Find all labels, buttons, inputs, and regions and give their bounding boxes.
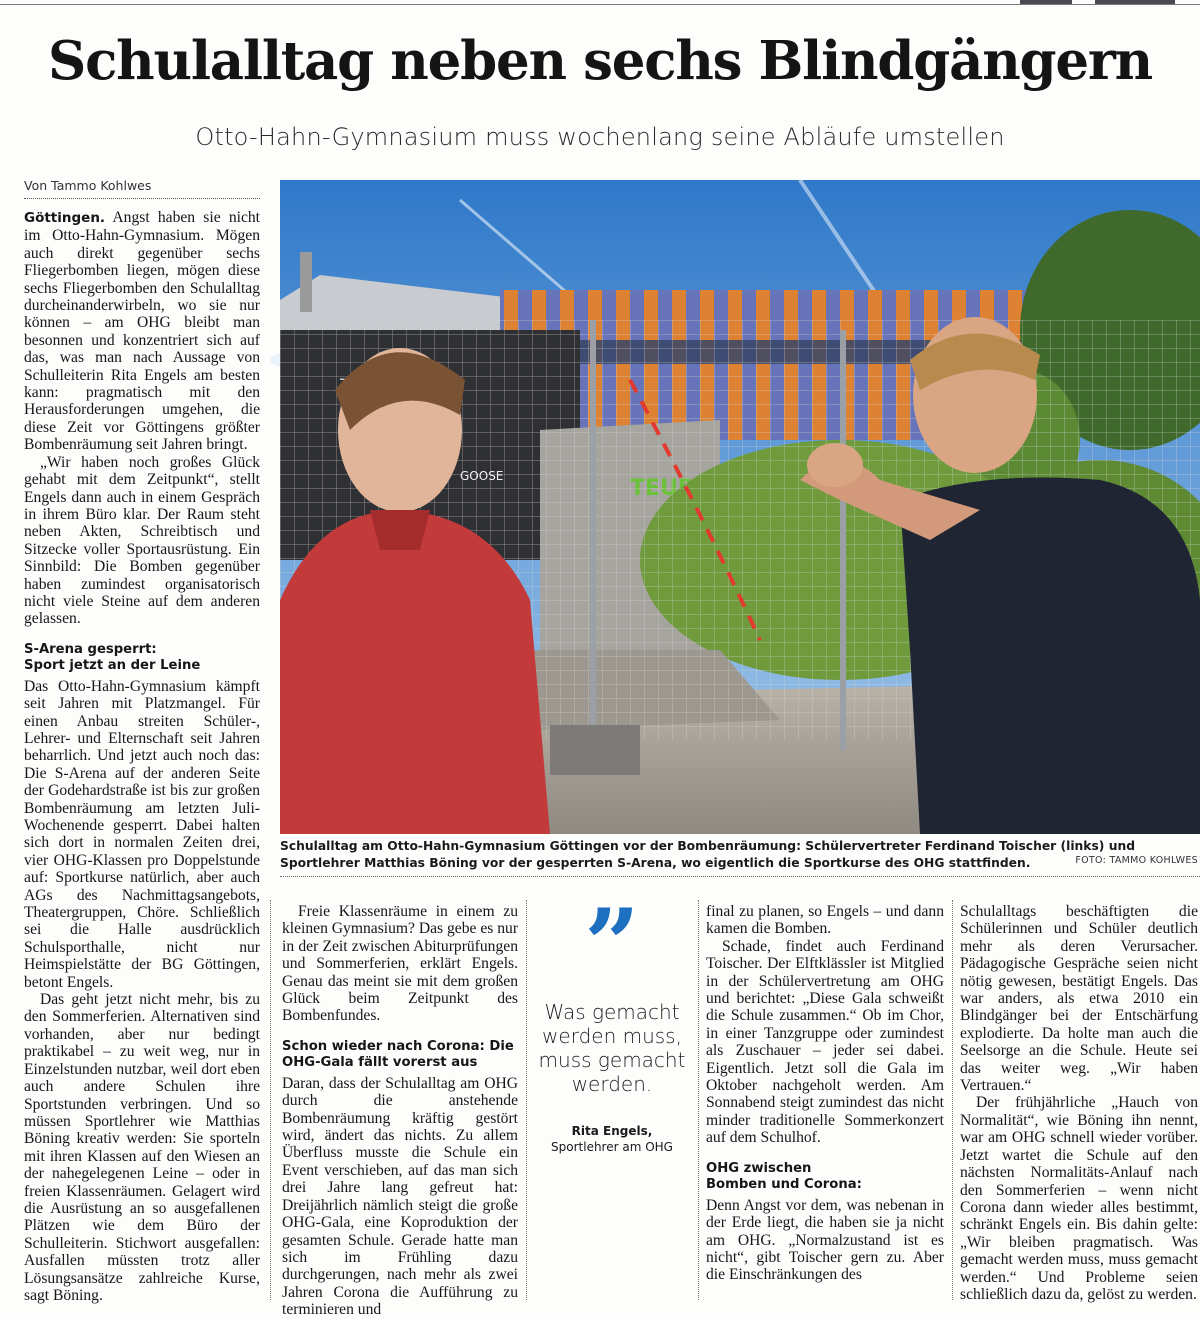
paragraph: Der frühjährliche „Hauch von Normalität“, wie Böning ihn nennt, war am OHG schnell wieder vorüber. Jetzt wartet die Schule auf den nächsten Normalitäts-Anlauf nach den Sommerferien – wenn nicht Corona dann wieder alles bestimmt, schränkt Engels ein. Bis dahin gelte: „Wir bleiben pragmatisch. Was gemacht werden muss, muss gemacht werden.“ Und Probleme seien schließlich dazu da, gelöst zu werden. xyxy=(960,1094,1198,1303)
article-column-4 xyxy=(960,903,1198,1303)
article-column-2 xyxy=(282,903,518,1319)
section-heading-line: OHG zwischen xyxy=(706,1160,812,1176)
top-thumbnail xyxy=(1020,0,1072,4)
paragraph: Schade, findet auch Ferdinand Toischer. Der Elftklässler ist Mitglied in der Schülervertretung am OHG und berichtet: „Diese Gala schweißt die Schule zusammen.“ Ob im Chor, in einer Tanzgruppe oder zumindest als Zuschauer – jeder sei dabei. Eigentlich. Jetzt soll die Gala im Oktober nachgeholt werden. Am Sonnabend steigt zumindest das nicht minder traditionelle Sommerkonzert auf dem Schulhof. xyxy=(706,937,944,1147)
article-column-3 xyxy=(706,903,944,1284)
paragraph: final zu planen, so Engels – und dann kamen die Bomben. xyxy=(706,903,944,938)
top-rule xyxy=(0,4,1200,5)
paragraph: Freie Klassenräume in einem zu kleinen Gymnasium? Das gebe es nur in der Zeit zwischen Abiturprüfungen und Sommerferien, erklärt Engels. Genau das meint sie mit dem großen Glück beim Zeitpunkt des Bombenfundes. xyxy=(282,903,519,1025)
quote-text: Was gemacht werden muss, muss gemacht werden. xyxy=(538,1000,686,1096)
section-heading-line: Sport jetzt an der Leine xyxy=(24,657,201,673)
section-heading xyxy=(24,642,260,674)
paragraph xyxy=(24,209,260,454)
quote-author: Rita Engels, xyxy=(571,1124,653,1138)
dateline: Göttingen. xyxy=(24,210,106,226)
paragraph-text: Angst haben sie nicht im Otto-Hahn-Gymnasium. Mögen auch direkt gegenüber sechs Fliegerbomben liegen, mögen diese sechs Fliegerbomben den Schulalltag durcheinanderwirbeln, wo sie nur können – am OHG bleibt man besonnen und konzentriert sich auf das, was man nach Aussage von Schulleiterin Rita Engels am besten kann: pragmatisch mit den Herausforderungen umgehen, die diese Zeit vor Göttingens größter Bombenräumung seit Jahren bringt. xyxy=(24,209,260,454)
section-heading-line: OHG-Gala fällt vorerst aus xyxy=(282,1054,478,1070)
paragraph: „Wir haben noch großes Glück gehabt mit dem Zeitpunkt“, stellt Engels dann auch in einem Gespräch in ihrem Büro klar. Der Raum steht neben Akten, Schreibtisch und Sitzecke voller Sportausrüstung. Ein Sinnbild: Die Bomben gegenüber haben zumindest organisatorisch nicht viele Steine auf dem anderen gelassen. xyxy=(24,453,260,628)
section-heading xyxy=(282,1039,518,1071)
section-heading-line: S-Arena gesperrt: xyxy=(24,641,157,657)
article-photo xyxy=(280,180,1200,834)
paragraph: Schulalltags beschäftigten die Schülerinnen und Schüler deutlich mehr als deren Verursacher. Pädagogische Gespräche seien nicht nötig gewesen, bestätigt Engels. Das war anders, als etwa 2010 ein Blindgänger bei der Entschärfung explodierte. Da holte man auch die Seelsorge an die Schule. Heute sei das weiter weg. „Wir haben Vertrauen.“ xyxy=(960,903,1198,1095)
section-heading xyxy=(706,1161,944,1193)
section-heading-line: Schon wieder nach Corona: Die xyxy=(282,1038,514,1054)
paragraph: Denn Angst vor dem, was nebenan in der Erde liegt, die haben sie ja nicht am OHG. „Normalzustand ist es nicht“, gibt Toischer gern zu. Aber die Einschränkungen des xyxy=(706,1196,944,1284)
paragraph: Das Otto-Hahn-Gymnasium kämpft seit Jahren mit Platzmangel. Für einen Anbau streiten Schüler-, Lehrer- und Elternschaft seit Jahren beharrlich. Und jetzt auch noch das: Die S-Arena auf der anderen Seite der Godehardstraße ist bis zur großen Bombenräumung am letzten Juli-Wochenende gesperrt. Dabei halten sich dort in normalen Zeiten drei, vier OHG-Klassen pro Doppelstunde auf: Sportkurse natürlich, aber auch AGs des Nachmittagsangebots, Theatergruppen, Chöre. Schließlich sei die Halle ausdrücklich Schulsporthalle, nicht nur Heimspielstätte der BG Göttingen, betont Engels. xyxy=(24,677,260,991)
caption-divider xyxy=(280,876,1200,877)
quote-author-role: Sportlehrer am OHG xyxy=(551,1140,673,1154)
photo-caption: Schulalltag am Otto-Hahn-Gymnasium Göttingen vor der Bombenräumung: Schülervertreter Ferdinand Toischer (links) und Sportlehrer Matthias Böning vor der gesperrten S-Arena, wo eigentlich die Sportkurse des OHG stattfinden. xyxy=(280,839,1136,870)
article-column-1 xyxy=(24,209,260,1304)
column-divider xyxy=(952,900,953,1300)
subheadline: Otto-Hahn-Gymnasium muss wochenlang seine Abläufe umstellen xyxy=(195,123,1005,151)
quote-mark-icon: ” xyxy=(584,888,640,1001)
paragraph: Das geht jetzt nicht mehr, bis zu den Sommerferien. Alternativen sind vorhanden, aber nur bedingt praktikabel – zu weit weg, nur in Einzelstunden nutzbar, weil dort eben auch andere Schulen ihre Sportstunden verbringen. Und so müssen Sportlehrer wie Matthias Böning kreativ werden: Sie sporteln mit ihren Klassen auf den Wiesen an der nahegelegenen Leine – oder in freien Klassenräumen. Gelagert wird die Ausrüstung an so ausgefallenen Plätzen wie dem Büro der Schulleiterin. Stichwort ausgefallen: Ausfallen müssten trotz aller Lösungsansätze zahlreiche Kurse, sagt Böning. xyxy=(24,991,260,1304)
column-divider xyxy=(526,900,527,1300)
paragraph: Daran, dass der Schulalltag am OHG durch die anstehende Bombenräumung kräftig gestört wird, ändert das nichts. Zu allem Überfluss musste die Schule ein Event verschieben, auf das man sich drei Jahre lang gefreut hat: Dreijährlich nämlich steigt die große OHG-Gala, eine Koproduktion der gesamten Schule. Gerade hatte man sich im Frühling dazu durchgerungen, nach mehr als zwei Jahren Corona die Aufführung zu terminieren und xyxy=(282,1074,518,1319)
byline: Von Tammo Kohlwes xyxy=(24,178,260,199)
photo-credit: FOTO: TAMMO KOHLWES xyxy=(1075,855,1198,866)
column-divider xyxy=(270,900,271,1300)
top-thumbnail xyxy=(1095,0,1175,4)
section-heading-line: Bomben und Corona: xyxy=(706,1176,862,1192)
pull-quote xyxy=(530,888,694,1154)
column-divider xyxy=(698,900,699,1300)
headline: Schulalltag neben sechs Blindgängern xyxy=(48,30,1152,92)
